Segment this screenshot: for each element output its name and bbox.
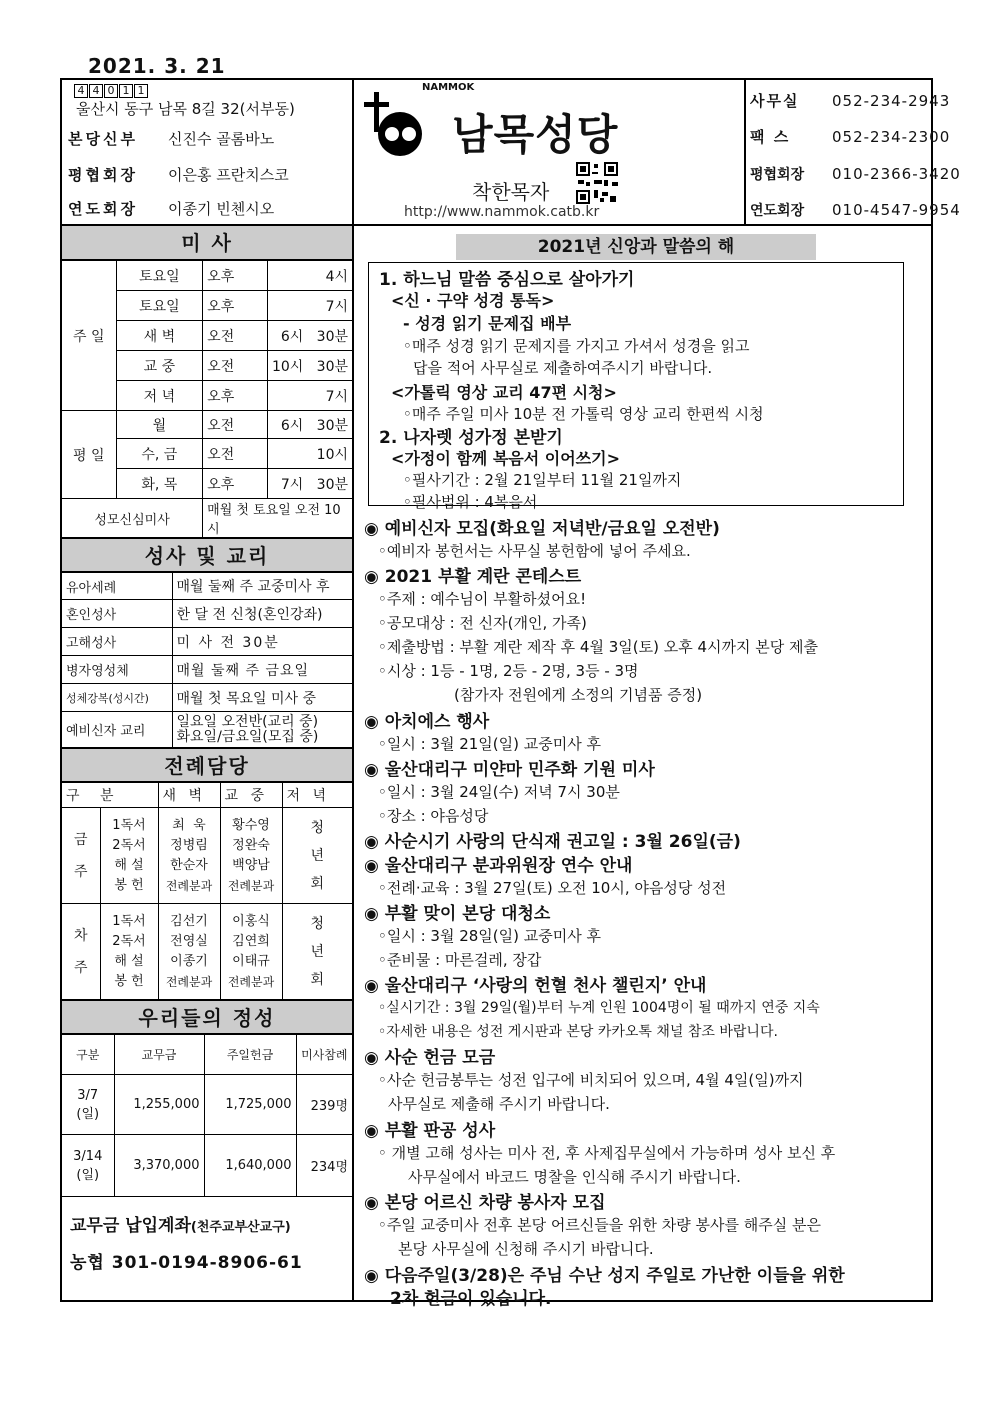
mass-title: 미 사: [62, 226, 352, 260]
liturgy-title: 전례담당: [62, 748, 352, 782]
header: [62, 80, 961, 226]
special-mass-label: 성모신심미사: [62, 499, 203, 538]
notice-title-catechumen: ◉ 예비신자 모집(화요일 저녁반/금요일 오전반): [364, 519, 720, 539]
notice-title-acies: ◉ 아치에스 행사: [364, 712, 490, 732]
notice-title-training: ◉ 울산대리구 분과위원장 연수 안내: [364, 856, 633, 876]
church-name: 남목성당: [452, 110, 619, 159]
notice-title-driver-volunteer: ◉ 본당 어르신 차량 봉사자 모집: [364, 1193, 606, 1213]
contact-council: 평협회장 010-2366-3420: [750, 165, 961, 183]
account-number: 농협 301-0194-8906-61: [70, 1253, 303, 1273]
contact-office: 사무실 052-234-2943: [750, 92, 951, 110]
church-logo-icon: [360, 88, 452, 160]
notices-column: 2021년 신앙과 말씀의 해 1. 하느님 말씀 중심으로 살아가기 <신 · 구약 성경 통독> - 성경 읽기 문제집 배부 ◦매주 성경 읽기 문제지를 가지고 가셔서 성경을 읽고 답을 적어 사무실로 제출하여주시기 바랍니다. <가톨릭 영상 교리 47편 시청> ◦매주 주일 미사 10분 전 가톨릭 영상 교리 한편씩 시청 2. 나자렛 성가정 본받기 <가정이 함께 복음서 이어쓰기> ◦필사기간 : 2월 21일부터 11월 21일까지 ◦필사범위 : 4복음서 ◉ 예비신자 모집(화요일 저녁반/금요일 오전반) ◦예비자 봉헌서는 사무실 봉헌함에 넣어 주세요. ◉ 2021 부활 계란 콘테스트 ◦주제 : 예수님이 부활하셨어요! ◦공모대상 : 전 신자(개인, 가족) ◦제출방법 : 부활 계란 제작 후 4월 3일(토) 오후 4시까지 본당 제출 ◦시상 : 1등 - 1명, 2등 - 2명, 3등 - 3명 (참가자 전원에게 소정의 기념품 증정) ◉ 아치에스 행사 ◦일시 : 3월 21일(일) 교중미사 후 ◉ 울산대리구 미얀마 민주화 기원 미사 ◦일시 : 3월 24일(수) 저녁 7시 30분 ◦장소 : 야음성당 ◉ 사순시기 사랑의 단식재 권고일 : 3월 26일(금) ◉ 울산대리구 분과위원장 연수 안내 ◦전례·교육 : 3월 27일(토) 오전 10시, 야음성당 성전 ◉ 부활 맞이 본당 대청소 ◦일시 : 3월 28일(일) 교중미사 후 ◦준비물 : 마른걸레, 장갑 ◉ 울산대리구 ‘사랑의 헌혈 천사 챌린지’ 안내 ◦실시기간 : 3월 29일(월)부터 누계 인원 1004명이 될 때까지 연중 지속 ◦자세한 내용은 성전 게시판과 본당 카카오톡 채널 참조 바랍니다. ◉ 사순 헌금 모금 ◦사순 헌금봉투는 성전 입구에 비치되어 있으며, 4월 4일(일)까지 사무실로 제출해 주시기 바랍니다. ◉ 부활 판공 성사 ◦ 개별 고해 성사는 미사 전, 후 사제집무실에서 가능하며 성사 보신 후 사무실에서 바코드 명찰을 인식해 주시기 바랍니다. ◉ 본당 어르신 차량 봉사자 모집 ◦주일 교중미사 전후 본당 어르신들을 위한 차량 봉사를 해주실 분은 본당 사무실에 신청해 주시기 바랍니다. ◉ 다음주일(3/28)은 주님 수난 성지 주일로 가난한 이들을 위한 2차 헌금이 있습니다.: [354, 226, 931, 1302]
account-info: 교무금 납입계좌(천주교부산교구) 농협 301-0194-8906-61: [62, 1197, 352, 1273]
sacraments-table: 유아세례 매월 둘째 주 교중미사 후 혼인성사 한 달 전 신청(혼인강좌) 고해성사 미 사 전 30분 병자영성체 매월 둘째 주 금요일 성체강복(성시간) 매월 첫 목요일 미사 중 예비신자 교리 일요일 오전반(교리 중) 화요일/금요일(모집 중): [62, 572, 352, 748]
notice-title-fasting: ◉ 사순시기 사랑의 단식재 권고일 : 3월 26일(금): [364, 832, 741, 852]
notice-title-blood-challenge: ◉ 울산대리구 ‘사랑의 헌혈 천사 챌린지’ 안내: [364, 976, 707, 996]
notice-title-palm-sunday: ◉ 다음주일(3/28)은 주님 수난 성지 주일로 가난한 이들을 위한: [364, 1266, 845, 1286]
logo-tag: NAMMOK: [422, 82, 475, 93]
sacraments-title: 성사 및 교리: [62, 538, 352, 572]
faith-year-box: 1. 하느님 말씀 중심으로 살아가기 <신 · 구약 성경 통독> - 성경 읽기 문제집 배부 ◦매주 성경 읽기 문제지를 가지고 가셔서 성경을 읽고 답을 적어 사무실로 제출하여주시기 바랍니다. <가톨릭 영상 교리 47편 시청> ◦매주 주일 미사 10분 전 가톨릭 영상 교리 한편씩 시청 2. 나자렛 성가정 본받기 <가정이 함께 복음서 이어쓰기> ◦필사기간 : 2월 21일부터 11월 21일까지 ◦필사범위 : 4복음서: [368, 262, 904, 506]
address: 울산시 동구 남목 8길 32(서부동): [76, 100, 295, 118]
header-logo: [354, 80, 746, 224]
year-title: 2021년 신앙과 말씀의 해: [456, 234, 816, 260]
notice-title-cleaning: ◉ 부활 맞이 본당 대청소: [364, 904, 551, 924]
header-contacts: [746, 80, 961, 224]
notice-title-confession: ◉ 부활 판공 성사: [364, 1121, 496, 1141]
bulletin-date: 2021. 3. 21: [88, 54, 226, 78]
sunday-label: 주 일: [62, 261, 116, 411]
contact-yeondo: 연도회장 010-4547-9954: [750, 201, 961, 219]
contact-fax: 팩 스 052-234-2300: [750, 128, 951, 146]
offering-table: 구분 교무금 주일헌금 미사참례 3/7 (일) 1,255,000 1,725,000 239명 3/14 (일) 3,370,000 1,640,000 234명: [62, 1034, 352, 1197]
council-row: 평협회장 이은홍 프란치스코: [68, 166, 289, 184]
weekday-label: 평 일: [62, 411, 116, 499]
bulletin-frame: [60, 78, 961, 1309]
notice-title-myanmar-mass: ◉ 울산대리구 미얀마 민주화 기원 미사: [364, 760, 655, 780]
liturgy-table: 구 분 새 벽 교 중 저 녁 금 주 1독서 2독서 해 설 봉 헌 최 욱 정병림 한순자 전례분과 황수영 정완숙 백양남 전례분과 청 년 회 차 주 1독서 2독서 해 설 봉 헌 김선기 전영실 이종기 전례분과 이홍식 김연희 이태규 전례분과 청 년 회: [62, 782, 352, 1000]
zip-code: 4 4 0 1 1: [74, 84, 149, 98]
offering-title: 우리들의 정성: [62, 1000, 352, 1034]
left-column: [62, 226, 354, 1302]
priest-row: 본당신부 신진수 골롬바노: [68, 130, 275, 148]
motto: 착한목자: [472, 180, 550, 204]
website-link[interactable]: http://www.nammok.catb.kr: [404, 204, 600, 220]
notice-title-lent-offering: ◉ 사순 헌금 모금: [364, 1048, 496, 1068]
yeondo-row: 연도회장 이종기 빈첸시오: [68, 200, 275, 218]
mass-table: 주 일 토요일 오후 4시 토요일 오후 7시 새 벽 오전 6시 30분 교 중 오전 10시 30분 저 녁 오후 7시 평 일 월 오전 6시 30분 수, 금 오전 10시 화, 목 오후 7시 30분 성모신심미사 매월 첫 토요일 오전 10시: [62, 260, 352, 538]
header-info: [62, 80, 354, 224]
notice-title-egg-contest: ◉ 2021 부활 계란 콘테스트: [364, 567, 582, 587]
qr-code-icon: [576, 162, 618, 204]
